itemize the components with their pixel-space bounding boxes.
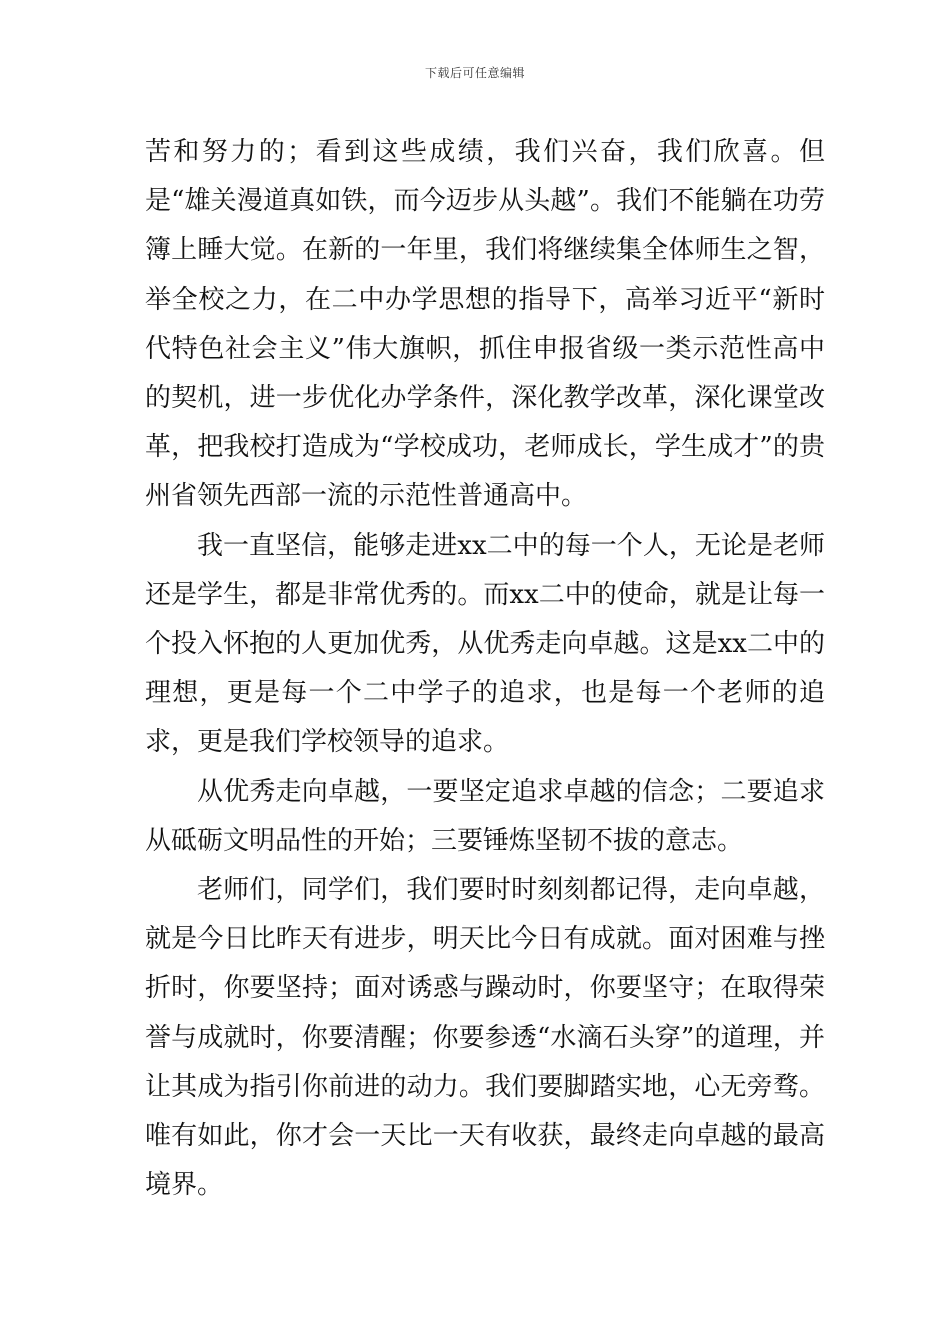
page-header: 下载后可任意编辑 xyxy=(424,66,525,80)
paragraph-3: 从优秀走向卓越，一要坚定追求卓越的信念；二要追求从砥砺文明品性的开始；三要锤炼坚韧不拔的意志。 xyxy=(145,776,825,856)
paragraph-4: 老师们，同学们，我们要时时刻刻都记得，走向卓越，就是今日比昨天有进步，明天比今日有成就。面对困难与挫折时，你要坚持；面对诱惑与躁动时，你要坚守；在取得荣誉与成就时，你要清醒；你要参透“水滴石头穿”的道理，并让其成为指引你前进的动力。我们要脚踏实地，心无旁骛。唯有如此，你才会一天比一天有收获，最终走向卓越的最高境界。 xyxy=(145,875,825,1201)
paragraph-1: 苦和努力的；看到这些成绩，我们兴奋，我们欣喜。但是“雄关漫道真如铁，而今迈步从头越”。我们不能躺在功劳簿上睡大觉。在新的一年里，我们将继续集全体师生之智，举全校之力，在二中办学思想的指导下，高举习近平“新时代特色社会主义”伟大旗帜，抓住申报省级一类示范性高中的契机，进一步优化办学条件，深化教学改革，深化课堂改革，把我校打造成为“学校成功，老师成长，学生成才”的贵州省领先西部一流的示范性普通高中。 xyxy=(145,137,825,512)
document-body xyxy=(145,128,825,1210)
paragraph-2: 我一直坚信，能够走进xx二中的每一个人，无论是老师还是学生，都是非常优秀的。而xx二中的使命，就是让每一个投入怀抱的人更加优秀，从优秀走向卓越。这是xx二中的理想，更是每一个二中学子的追求，也是每一个老师的追求，更是我们学校领导的追求。 xyxy=(145,530,825,758)
